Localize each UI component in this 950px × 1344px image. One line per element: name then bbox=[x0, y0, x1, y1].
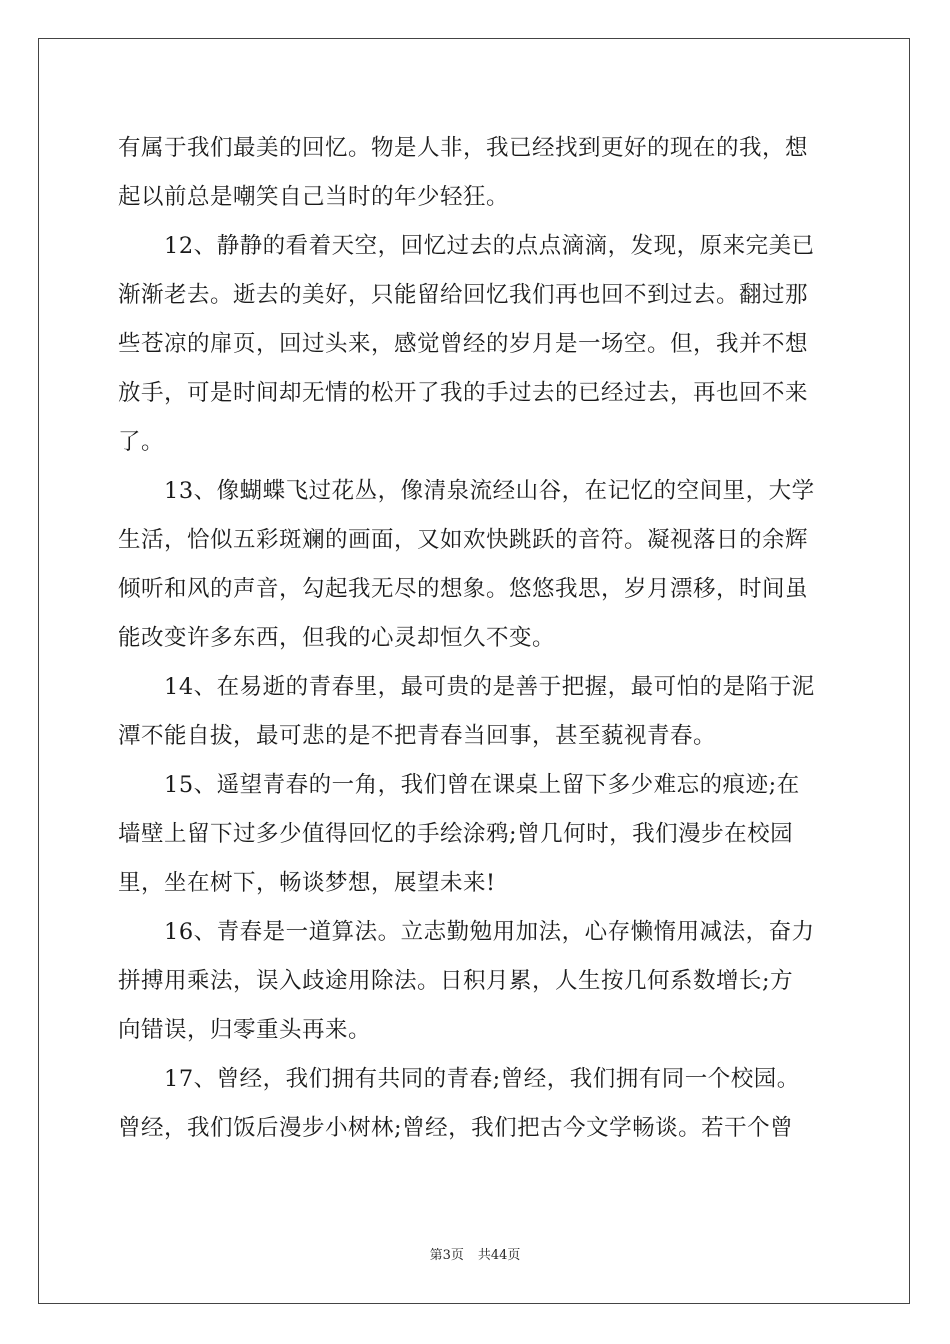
paragraph-start-14: 14、在易逝的青春里，最可贵的是善于把握，最可怕的是陷于泥 bbox=[164, 674, 815, 700]
text-line: 渐渐老去。逝去的美好，只能留给回忆我们再也回不到过去。翻过那 bbox=[118, 282, 809, 308]
total-pages: 共44页 bbox=[477, 1248, 521, 1263]
document-body bbox=[118, 124, 834, 1153]
text-line: 能改变许多东西，但我的心灵却恒久不变。 bbox=[118, 625, 556, 651]
text-line: 了。 bbox=[118, 429, 165, 455]
page-footer bbox=[0, 1244, 950, 1263]
paragraph-start-12: 12、静静的看着天空，回忆过去的点点滴滴，发现，原来完美已 bbox=[164, 233, 815, 259]
text-line: 有属于我们最美的回忆。物是人非，我已经找到更好的现在的我，想 bbox=[118, 135, 809, 161]
text-line: 生活，恰似五彩斑斓的画面，又如欢快跳跃的音符。凝视落日的余辉 bbox=[118, 527, 809, 553]
paragraph-start-15: 15、遥望青春的一角，我们曾在课桌上留下多少难忘的痕迹;在 bbox=[164, 772, 800, 798]
text-line: 起以前总是嘲笑自己当时的年少轻狂。 bbox=[118, 184, 510, 210]
text-line: 里，坐在树下，畅谈梦想，展望未来! bbox=[118, 870, 496, 896]
text-line: 墙壁上留下过多少值得回忆的手绘涂鸦;曾几何时，我们漫步在校园 bbox=[118, 821, 794, 847]
text-line: 曾经，我们饭后漫步小树林;曾经，我们把古今文学畅谈。若干个曾 bbox=[118, 1115, 794, 1141]
text-line: 倾听和风的声音，勾起我无尽的想象。悠悠我思，岁月漂移，时间虽 bbox=[118, 576, 809, 602]
paragraph-start-17: 17、曾经，我们拥有共同的青春;曾经，我们拥有同一个校园。 bbox=[164, 1066, 800, 1092]
text-line: 潭不能自拔，最可悲的是不把青春当回事，甚至藐视青春。 bbox=[118, 723, 717, 749]
paragraph-start-16: 16、青春是一道算法。立志勤勉用加法，心存懒惰用减法，奋力 bbox=[164, 919, 815, 945]
text-line: 些苍凉的扉页，回过头来，感觉曾经的岁月是一场空。但，我并不想 bbox=[118, 331, 809, 357]
text-line: 拼搏用乘法，误入歧途用除法。日积月累，人生按几何系数增长;方 bbox=[118, 968, 794, 994]
paragraph-start-13: 13、像蝴蝶飞过花丛，像清泉流经山谷，在记忆的空间里，大学 bbox=[164, 478, 815, 504]
page-number: 第3页 bbox=[429, 1248, 464, 1263]
text-line: 放手，可是时间却无情的松开了我的手过去的已经过去，再也回不来 bbox=[118, 380, 809, 406]
text-line: 向错误，归零重头再来。 bbox=[118, 1017, 372, 1043]
